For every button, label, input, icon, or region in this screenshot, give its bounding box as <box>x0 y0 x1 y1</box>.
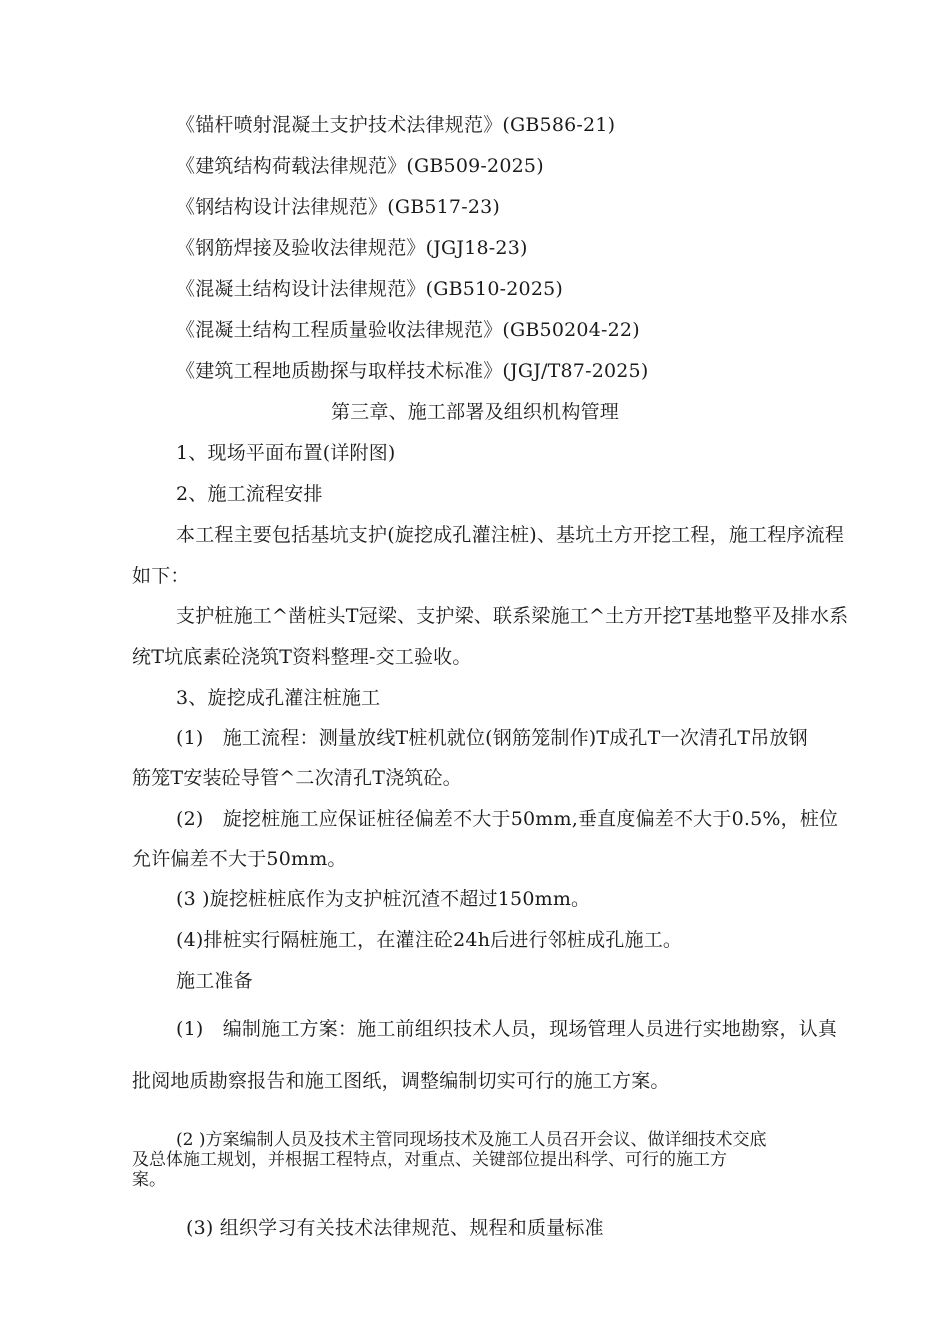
reference-line: 《建筑工程地质勘探与取样技术标准》(JGJ/T87-2025) <box>176 360 649 382</box>
list-item-line: (1) 编制施工方案：施工前组织技术人员，现场管理人员进行实地勘察，认真 <box>176 1018 838 1040</box>
section-heading: 1、现场平面布置(详附图) <box>176 442 396 464</box>
reference-line: 《钢结构设计法律规范》(GB517-23) <box>176 196 501 218</box>
list-item-line: (2) 旋挖桩施工应保证桩径偏差不大于50mm,垂直度偏差不大于0.5%，桩位 <box>176 808 839 830</box>
reference-line: 《混凝土结构工程质量验收法律规范》(GB50204-22) <box>176 319 640 341</box>
list-item-line: (4)排桩实行隔桩施工，在灌注砼24h后进行邻桩成孔施工。 <box>176 929 683 951</box>
list-item-block <box>132 1130 822 1190</box>
list-item-line: 批阅地质勘察报告和施工图纸，调整编制切实可行的施工方案。 <box>132 1070 670 1092</box>
paragraph-line: 本工程主要包括基坑支护(旋挖成孔灌注桩)、基坑土方开挖工程，施工程序流程 <box>176 524 845 546</box>
list-item-line: (1) 施工流程：测量放线T桩机就位(钢筋笼制作)T成孔T一次清孔T吊放钢 <box>176 727 808 749</box>
section-heading: 2、施工流程安排 <box>176 483 323 505</box>
chapter-heading: 第三章、施工部署及组织机构管理 <box>330 401 619 423</box>
reference-line: 《建筑结构荷载法律规范》(GB509-2025) <box>176 155 544 177</box>
list-item-line: 及总体施工规划，并根据工程特点，对重点、关键部位提出科学、可行的施工方 <box>132 1150 727 1170</box>
reference-line: 《钢筋焊接及验收法律规范》(JGJ18-23) <box>176 237 528 259</box>
section-heading: 3、旋挖成孔灌注桩施工 <box>176 687 381 709</box>
list-item-line: 案。 <box>132 1170 166 1190</box>
list-item-line: 筋笼T安装砼导管^二次清孔T浇筑砼。 <box>132 767 462 789</box>
list-item-line: (2 )方案编制人员及技术主管同现场技术及施工人员召开会议、做详细技术交底 <box>176 1130 767 1150</box>
paragraph-line: 支护桩施工^凿桩头T冠梁、支护梁、联系梁施工^土方开挖T基地整平及排水系 <box>176 605 849 627</box>
list-item-line: (3) 组织学习有关技术法律规范、规程和质量标准 <box>186 1217 604 1239</box>
list-item-line: (3 )旋挖桩桩底作为支护桩沉渣不超过150mm。 <box>176 888 591 910</box>
subsection-heading: 施工准备 <box>176 970 253 992</box>
paragraph-line: 统T坑底素砼浇筑T资料整理-交工验收。 <box>132 646 472 668</box>
paragraph-line: 如下： <box>132 565 190 587</box>
reference-line: 《混凝土结构设计法律规范》(GB510-2025) <box>176 278 564 300</box>
list-item-line: 允许偏差不大于50mm。 <box>132 848 347 870</box>
reference-line: 《锚杆喷射混凝土支护技术法律规范》(GB586-21) <box>176 114 616 136</box>
